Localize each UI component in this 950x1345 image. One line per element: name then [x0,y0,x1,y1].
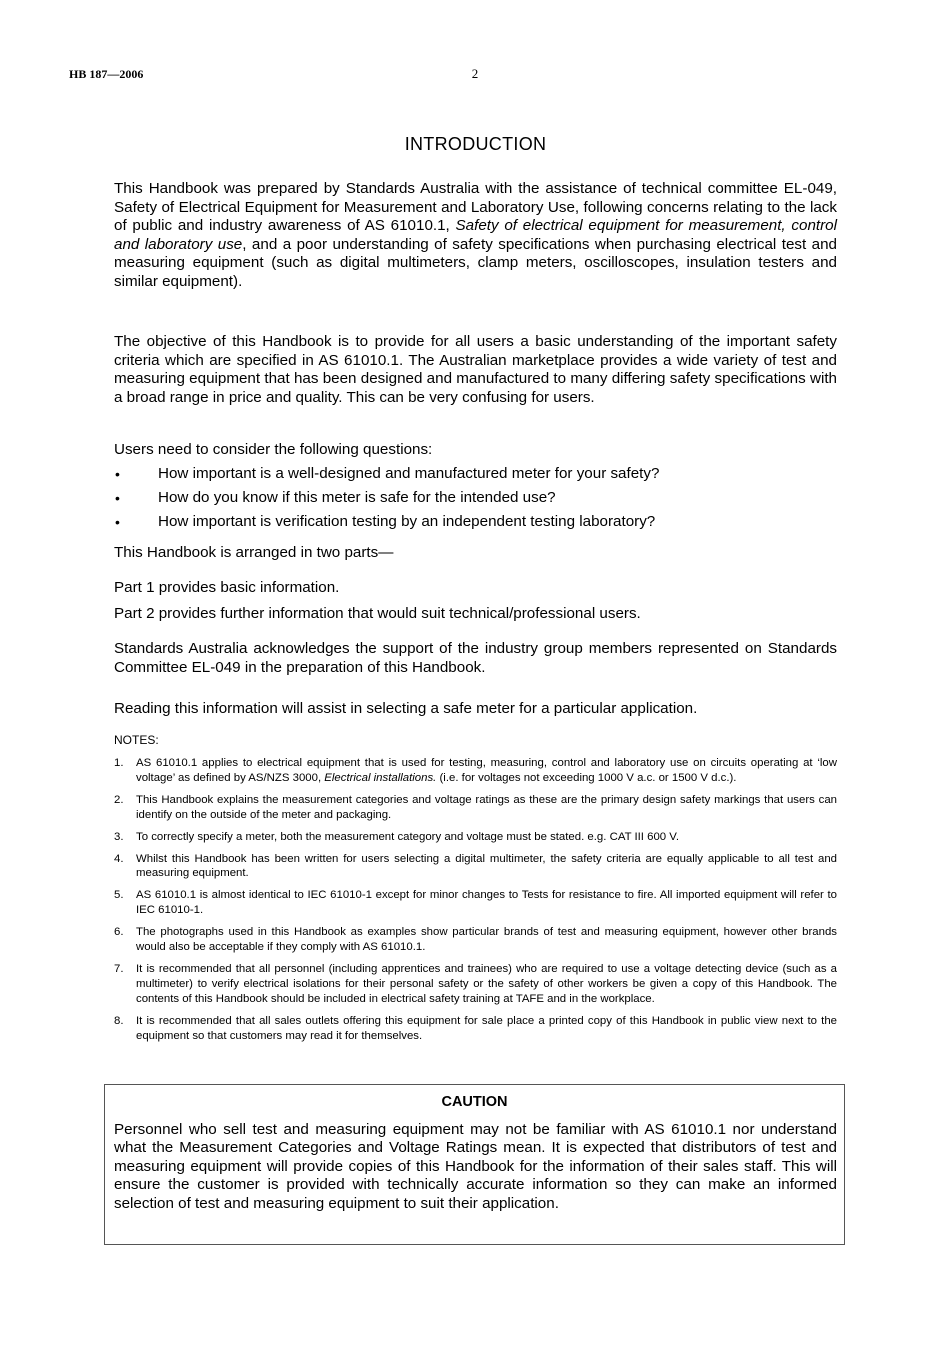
note-italic-text: Electrical installations. [324,771,437,784]
acknowledgement-paragraph: Standards Australia acknowledges the support of the industry group members represented on Standards Committee EL-049 in the preparation of this Handbook. [114,640,837,676]
bullet-icon: • [115,466,120,482]
question-text: How important is verification testing by an independent testing laboratory? [158,513,656,530]
intro-text-end: , and a poor understanding of safety specifications when purchasing electrical test and measuring equipment (such as digital multimeters, clamp meters, oscilloscopes, insulation testers and similar equipment). [114,235,837,290]
list-item [114,489,837,513]
notes-list [114,756,837,1051]
note-text: This Handbook explains the measurement categories and voltage ratings as these are the primary design safety markings that users can identify on the outside of the meter and packaging. [136,793,837,821]
part2-paragraph: Part 2 provides further information that would suit technical/professional users. [114,605,641,622]
bullet-icon: • [115,514,120,530]
note-text: AS 61010.1 is almost identical to IEC 61010-1 except for minor changes to Tests for resistance to fire. All imported equipment will refer to IEC 61010-1. [136,889,837,917]
document-id: HB 187—2006 [69,67,144,81]
note-text: It is recommended that all personnel (including apprentices and trainees) who are required to use a voltage detecting device (such as a multimeter) to verify electrical isolations for their personal safety or the safety of other workers be given a copy of this Handbook. The contents of this Handbook should be included in electrical safety training at TAFE and in the workplace. [136,962,837,1005]
note-item [114,852,837,882]
bullet-icon: • [115,490,120,506]
note-item [114,925,837,955]
note-number: 2. [114,793,124,806]
note-number: 8. [114,1014,124,1027]
question-text: How important is a well-designed and manufactured meter for your safety? [158,465,660,482]
note-number: 5. [114,889,124,902]
note-item [114,756,837,786]
note-item [114,888,837,918]
note-number: 4. [114,852,124,865]
page-number: 2 [471,66,479,81]
note-text: The photographs used in this Handbook as examples show particular brands of test and measuring equipment, however other brands would also be acceptable if they comply with AS 61010.1. [136,926,837,954]
note-text: To correctly specify a meter, both the measurement category and voltage must be stated. e.g. CAT III 600 V. [136,830,680,843]
note-number: 7. [114,962,124,975]
arrangement-paragraph: This Handbook is arranged in two parts— [114,544,394,561]
questions-list [114,465,837,537]
notes-label: NOTES: [114,733,159,747]
note-item [114,830,837,845]
intro-paragraph [114,180,837,291]
objective-paragraph: The objective of this Handbook is to provide for all users a basic understanding of the important safety criteria which are specified in AS 61010.1. The Australian marketplace provides a wide variety of test and measuring equipment that has been designed and manufactured to many differing safety specifications with a broad range in price and quality. This can be very confusing for users. [114,333,837,406]
note-text: AS 61010.1 applies to electrical equipment that is used for testing, measuring, control and laboratory use on circuits operating at ‘low voltage’ as defined by AS/NZS 3000, [136,757,837,784]
note-text-end: (i.e. for voltages not exceeding 1000 V a.c. or 1500 V d.c.). [436,771,737,784]
note-text: It is recommended that all sales outlets offering this equipment for sale place a printed copy of this Handbook in public view next to the equipment so that customers may read it for themselves. [136,1014,837,1042]
note-text: Whilst this Handbook has been written for users selecting a digital multimeter, the safety criteria are equally applicable to all test and measuring equipment. [136,852,837,880]
part1-paragraph: Part 1 provides basic information. [114,579,340,596]
note-item [114,1014,837,1044]
questions-intro: Users need to consider the following questions: [114,441,433,458]
note-number: 1. [114,757,124,769]
note-item [114,962,837,1007]
caution-text: Personnel who sell test and measuring equipment may not be familiar with AS 61010.1 nor understand what the Measurement Categories and Voltage Ratings mean. It is expected that distributors of test and measuring equipment will provide copies of this Handbook for the information of their sales staff. This will ensure the customer is provided with technically accurate information so they can make an informed selection of test and measuring equipment to suit their application. [114,1121,837,1212]
list-item [114,465,837,489]
caution-box [104,1084,845,1245]
page-title: INTRODUCTION [404,134,547,154]
question-text: How do you know if this meter is safe for the intended use? [158,489,556,506]
intro-text-start: This Handbook was prepared by Standards Australia with the assistance of technical committee EL-049, Safety of Electrical Equipment for Measurement and Laboratory Use, following concerns relating to the lack of public and industry awareness of AS 61010.1, [114,180,837,234]
caution-title: CAUTION [441,1094,508,1110]
note-number: 3. [114,830,124,843]
note-item [114,793,837,823]
note-number: 6. [114,926,124,939]
reading-paragraph: Reading this information will assist in selecting a safe meter for a particular application. [114,700,698,717]
standard-title: Safety of electrical equipment for measurement, control and laboratory use [114,217,837,253]
list-item [114,513,837,537]
